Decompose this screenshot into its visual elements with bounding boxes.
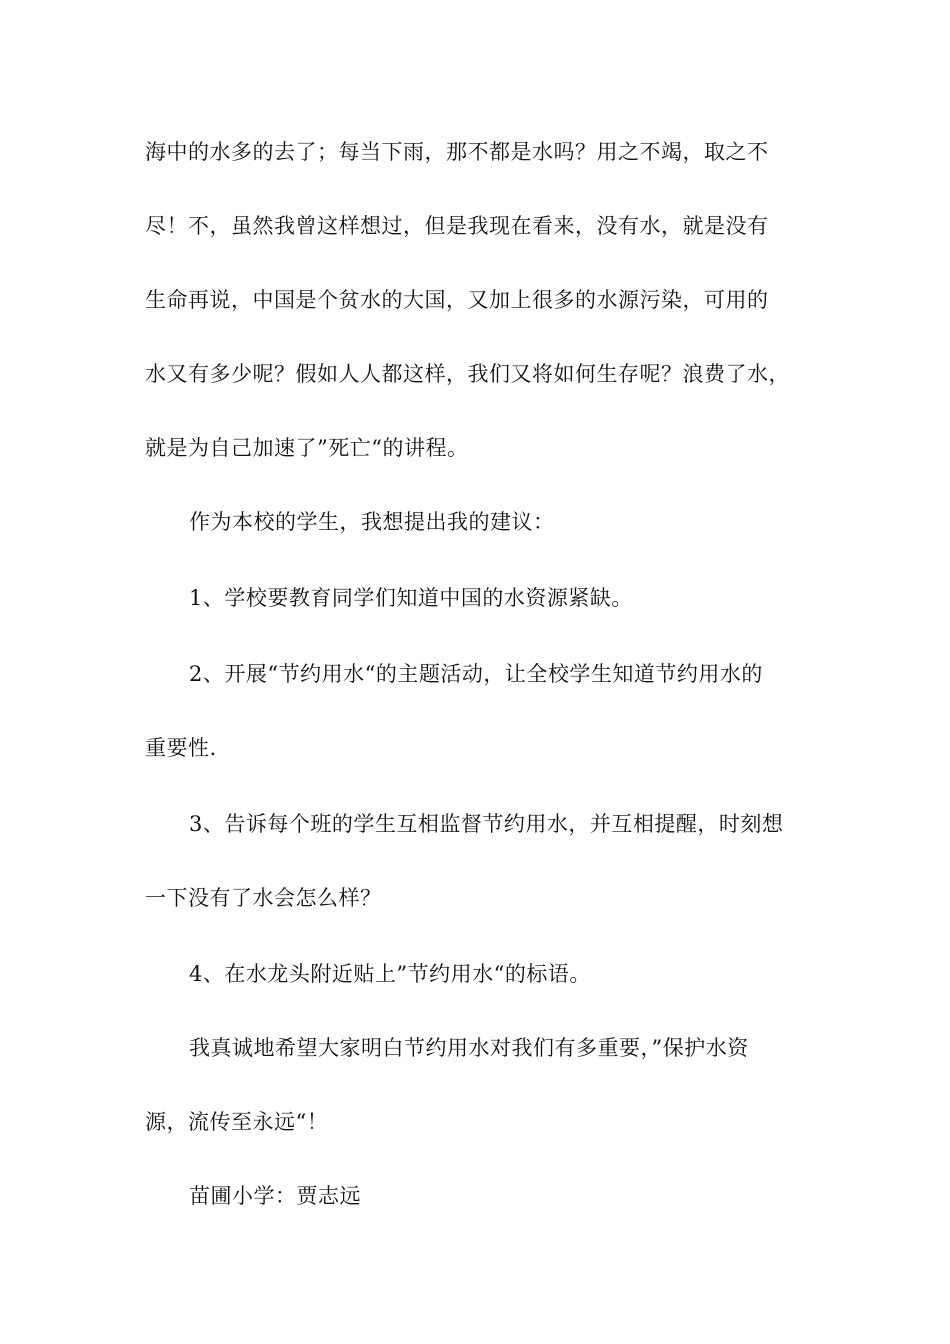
list-item: 4、在水龙头附近贴上”节约用水“的标语。	[189, 962, 591, 986]
paragraph-line: 海中的水多的去了；每当下雨，那不都是水吗？用之不竭，取之不	[145, 140, 769, 164]
paragraph-line: 源，流传至永远“！	[145, 1110, 329, 1134]
paragraph-line: 就是为自己加速了”死亡“的讲程。	[145, 436, 469, 460]
signature-line: 苗圃小学：贾志远	[189, 1184, 361, 1208]
paragraph-line: 我真诚地希望大家明白节约用水对我们有多重要，”保护水资	[189, 1036, 749, 1060]
paragraph-line: 生命再说，中国是个贫水的大国，又加上很多的水源污染，可用的	[145, 288, 769, 312]
list-item: 3、告诉每个班的学生互相监督节约用水，并互相提醒，时刻想	[189, 812, 784, 836]
paragraph-line: 尽！不，虽然我曾这样想过，但是我现在看来，没有水，就是没有	[145, 214, 769, 238]
list-item: 2、开展“节约用水“的主题活动，让全校学生知道节约用水的	[189, 662, 763, 686]
list-item-continuation: 一下没有了水会怎么样？	[145, 886, 382, 910]
paragraph-line: 水又有多少呢？假如人人都这样，我们又将如何生存呢？浪费了水，	[145, 362, 790, 386]
list-item: 1、学校要教育同学们知道中国的水资源紧缺。	[189, 586, 633, 610]
list-item-continuation: 重要性.	[145, 736, 217, 760]
paragraph-line: 作为本校的学生，我想提出我的建议：	[189, 510, 555, 534]
